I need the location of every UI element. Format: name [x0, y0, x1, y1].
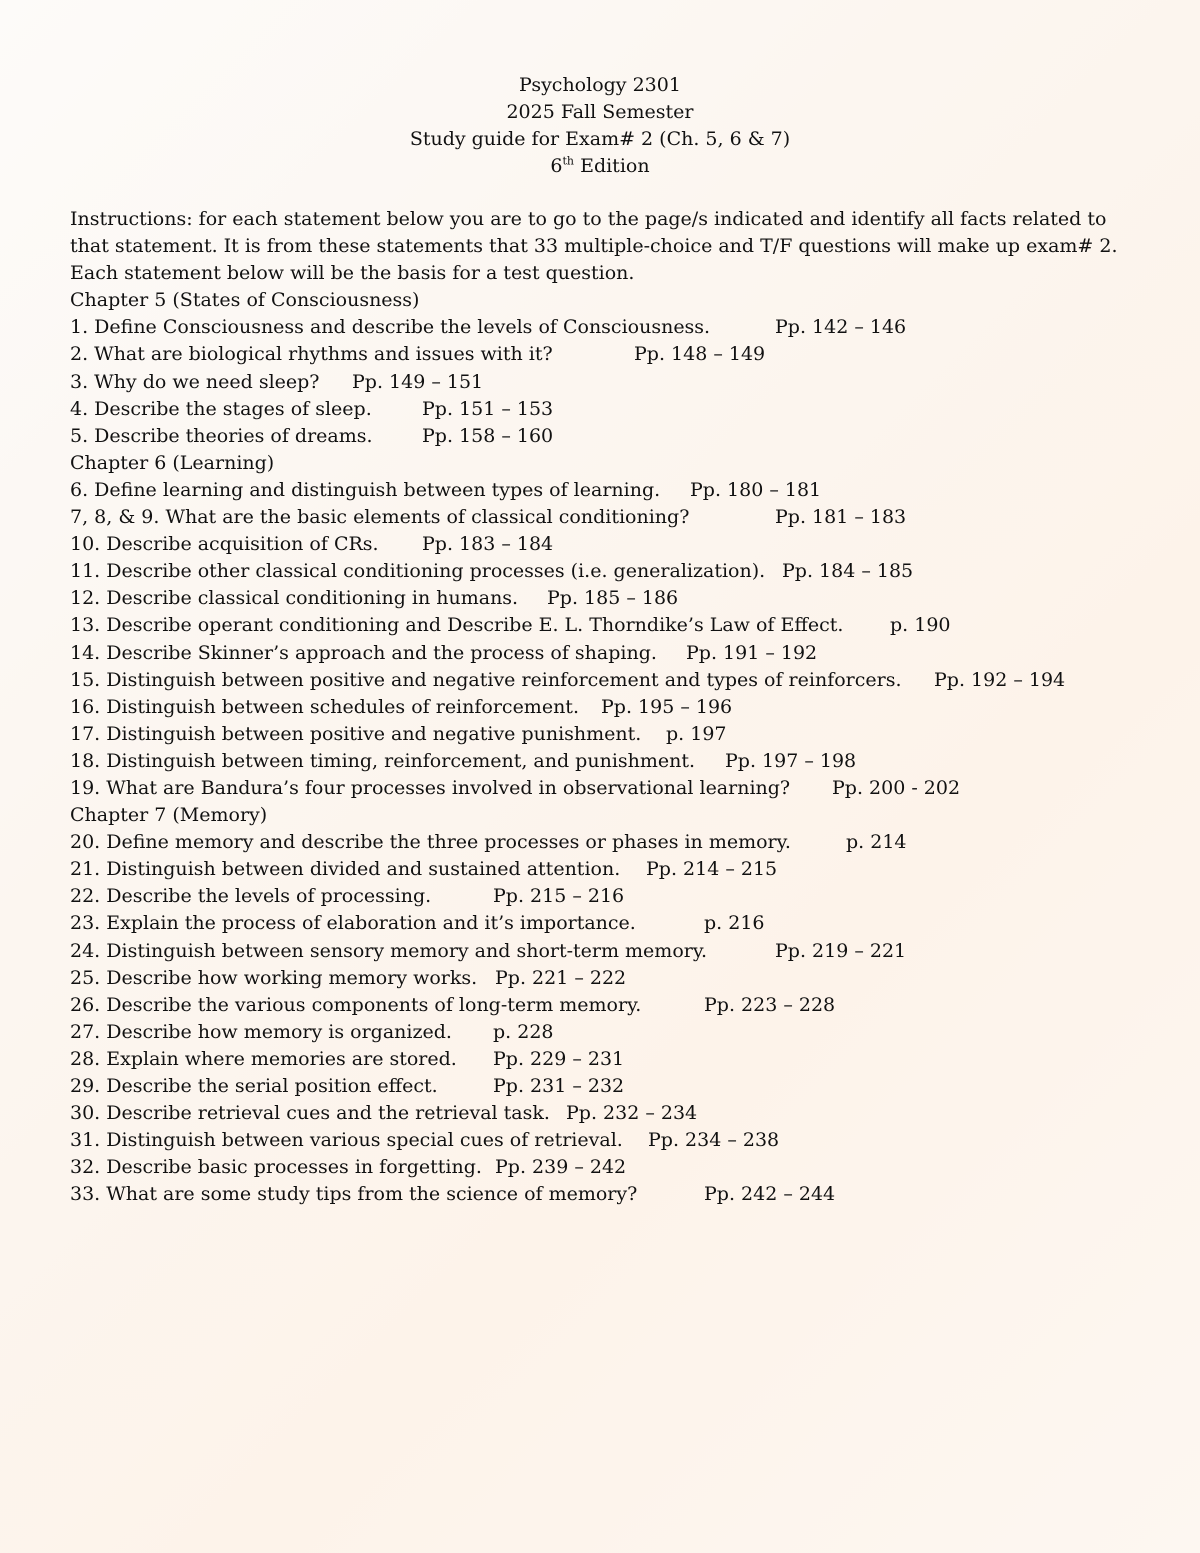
item-pages: Pp. 180 – 181: [690, 478, 822, 501]
item-pages: Pp. 223 – 228: [704, 993, 836, 1016]
item-pages: Pp. 214 – 215: [646, 858, 778, 881]
item-pages: Pp. 219 – 221: [775, 939, 907, 962]
item-text: 33. What are some study tips from the science of memory?: [70, 1183, 638, 1206]
list-item: [70, 477, 1150, 504]
item-text: 19. What are Bandura’s four processes involved in observational learning?: [70, 776, 791, 799]
list-item: [70, 612, 1150, 639]
item-pages: Pp. 151 – 153: [422, 397, 554, 420]
item-text: 21. Distinguish between divided and sustained attention.: [70, 858, 621, 881]
instructions-paragraph: Instructions: for each statement below you are to go to the page/s indicated and identify all facts related to that statement. It is from these statements that 33 multiple-choice and T/F questions will make up exam# 2. Each statement below will be the basis for a test question.: [70, 208, 1118, 285]
course-title: Psychology 2301: [519, 74, 681, 96]
chapter-6-heading: Chapter 6 (Learning): [70, 451, 275, 474]
item-text: 5. Describe theories of dreams.: [70, 424, 373, 447]
item-text: 16. Distinguish between schedules of reinforcement.: [70, 695, 579, 718]
item-text: 17. Distinguish between positive and negative punishment.: [70, 722, 642, 745]
list-item: [70, 748, 1150, 775]
list-item: [70, 558, 1150, 585]
list-item: [70, 910, 1150, 937]
item-pages: Pp. 234 – 238: [648, 1129, 780, 1152]
item-text: 2. What are biological rhythms and issues with it?: [70, 343, 553, 366]
list-item: [70, 1100, 1150, 1127]
item-text: 7, 8, & 9. What are the basic elements of classical conditioning?: [70, 506, 690, 529]
list-item: [70, 721, 1150, 748]
item-text: 14. Describe Skinner’s approach and the process of shaping.: [70, 641, 657, 664]
item-pages: p. 214: [846, 831, 907, 854]
list-item: [70, 341, 1150, 368]
list-item: [70, 1046, 1150, 1073]
item-pages: Pp. 242 – 244: [704, 1183, 836, 1206]
item-text: 24. Distinguish between sensory memory and short-term memory.: [70, 939, 708, 962]
item-text: 23. Explain the process of elaboration and it’s importance.: [70, 912, 636, 935]
item-text: 29. Describe the serial position effect.: [70, 1075, 438, 1097]
list-item: [70, 667, 1150, 694]
list-item: [70, 694, 1150, 721]
list-item: [70, 423, 1150, 450]
list-item: [70, 938, 1150, 965]
item-pages: Pp. 149 – 151: [352, 370, 484, 393]
item-pages: Pp. 142 – 146: [775, 316, 907, 339]
list-item: [70, 829, 1150, 856]
item-text: 25. Describe how working memory works.: [70, 966, 478, 989]
item-pages: Pp. 192 – 194: [934, 668, 1066, 691]
list-item: [70, 1073, 1150, 1100]
guide-title: Study guide for Exam# 2 (Ch. 5, 6 & 7): [409, 128, 791, 150]
item-pages: Pp. 148 – 149: [634, 343, 766, 366]
item-text: 31. Distinguish between various special cues of retrieval.: [70, 1129, 623, 1152]
item-pages: p. 190: [890, 614, 951, 637]
list-item: [70, 396, 1150, 423]
item-pages: Pp. 221 – 222: [495, 966, 627, 989]
document-header: [0, 72, 1200, 180]
item-pages: Pp. 191 – 192: [686, 641, 818, 664]
item-pages: Pp. 231 – 232: [493, 1075, 625, 1097]
item-pages: Pp. 197 – 198: [725, 749, 857, 772]
item-text: 26. Describe the various components of long-term memory.: [70, 993, 642, 1016]
edition-label: [0, 153, 1200, 180]
item-text: 30. Describe retrieval cues and the retrieval task.: [70, 1102, 550, 1125]
list-item: [70, 585, 1150, 612]
item-pages: Pp. 229 – 231: [493, 1047, 625, 1070]
item-text: 27. Describe how memory is organized.: [70, 1020, 452, 1043]
item-pages: p. 197: [666, 722, 727, 745]
item-text: 12. Describe classical conditioning in humans.: [70, 587, 519, 610]
list-item: [70, 856, 1150, 883]
item-pages: Pp. 158 – 160: [422, 424, 554, 447]
item-text: 4. Describe the stages of sleep.: [70, 397, 372, 420]
list-item: [70, 504, 1150, 531]
chapter-5-heading: Chapter 5 (States of Consciousness): [70, 289, 420, 312]
item-pages: Pp. 200 - 202: [832, 776, 961, 799]
edition-suffix: th: [562, 154, 575, 168]
edition-word: Edition: [574, 155, 650, 177]
list-item: [70, 531, 1150, 558]
item-text: 13. Describe operant conditioning and Describe E. L. Thorndike’s Law of Effect.: [70, 614, 844, 637]
item-text: 20. Define memory and describe the three processes or phases in memory.: [70, 831, 791, 854]
list-item: [70, 1154, 1150, 1181]
list-item: [70, 1181, 1150, 1208]
list-item: [70, 775, 1150, 802]
item-text: 6. Define learning and distinguish between types of learning.: [70, 478, 661, 501]
item-text: 15. Distinguish between positive and negative reinforcement and types of reinforcers.: [70, 668, 902, 691]
item-text: 32. Describe basic processes in forgetting.: [70, 1156, 482, 1179]
chapter-7-heading: Chapter 7 (Memory): [70, 804, 268, 827]
list-item: [70, 1019, 1150, 1046]
item-text: 28. Explain where memories are stored.: [70, 1047, 457, 1070]
item-pages: Pp. 181 – 183: [775, 506, 907, 529]
item-pages: Pp. 195 – 196: [601, 695, 733, 718]
item-text: 3. Why do we need sleep?: [70, 370, 320, 393]
item-pages: p. 228: [493, 1020, 554, 1043]
item-pages: p. 216: [704, 912, 765, 935]
list-item: [70, 883, 1150, 910]
item-text: 22. Describe the levels of processing.: [70, 885, 432, 908]
item-text: 10. Describe acquisition of CRs.: [70, 533, 379, 556]
item-text: 11. Describe other classical conditioning processes (i.e. generalization).: [70, 560, 766, 583]
item-text: 18. Distinguish between timing, reinforcement, and punishment.: [70, 749, 696, 772]
semester-label: 2025 Fall Semester: [506, 101, 694, 123]
list-item: [70, 314, 1150, 341]
item-pages: Pp. 215 – 216: [493, 885, 625, 908]
list-item: [70, 369, 1150, 396]
item-pages: Pp. 185 – 186: [547, 587, 679, 610]
list-item: [70, 965, 1150, 992]
edition-number: 6: [550, 155, 563, 177]
item-pages: Pp. 232 – 234: [566, 1102, 698, 1125]
document-body: [70, 206, 1150, 1208]
list-item: [70, 992, 1150, 1019]
item-text: 1. Define Consciousness and describe the levels of Consciousness.: [70, 316, 711, 339]
item-pages: Pp. 183 – 184: [422, 533, 554, 556]
item-pages: Pp. 184 – 185: [782, 560, 914, 583]
item-pages: Pp. 239 – 242: [495, 1156, 627, 1179]
list-item: [70, 1127, 1150, 1154]
list-item: [70, 640, 1150, 667]
